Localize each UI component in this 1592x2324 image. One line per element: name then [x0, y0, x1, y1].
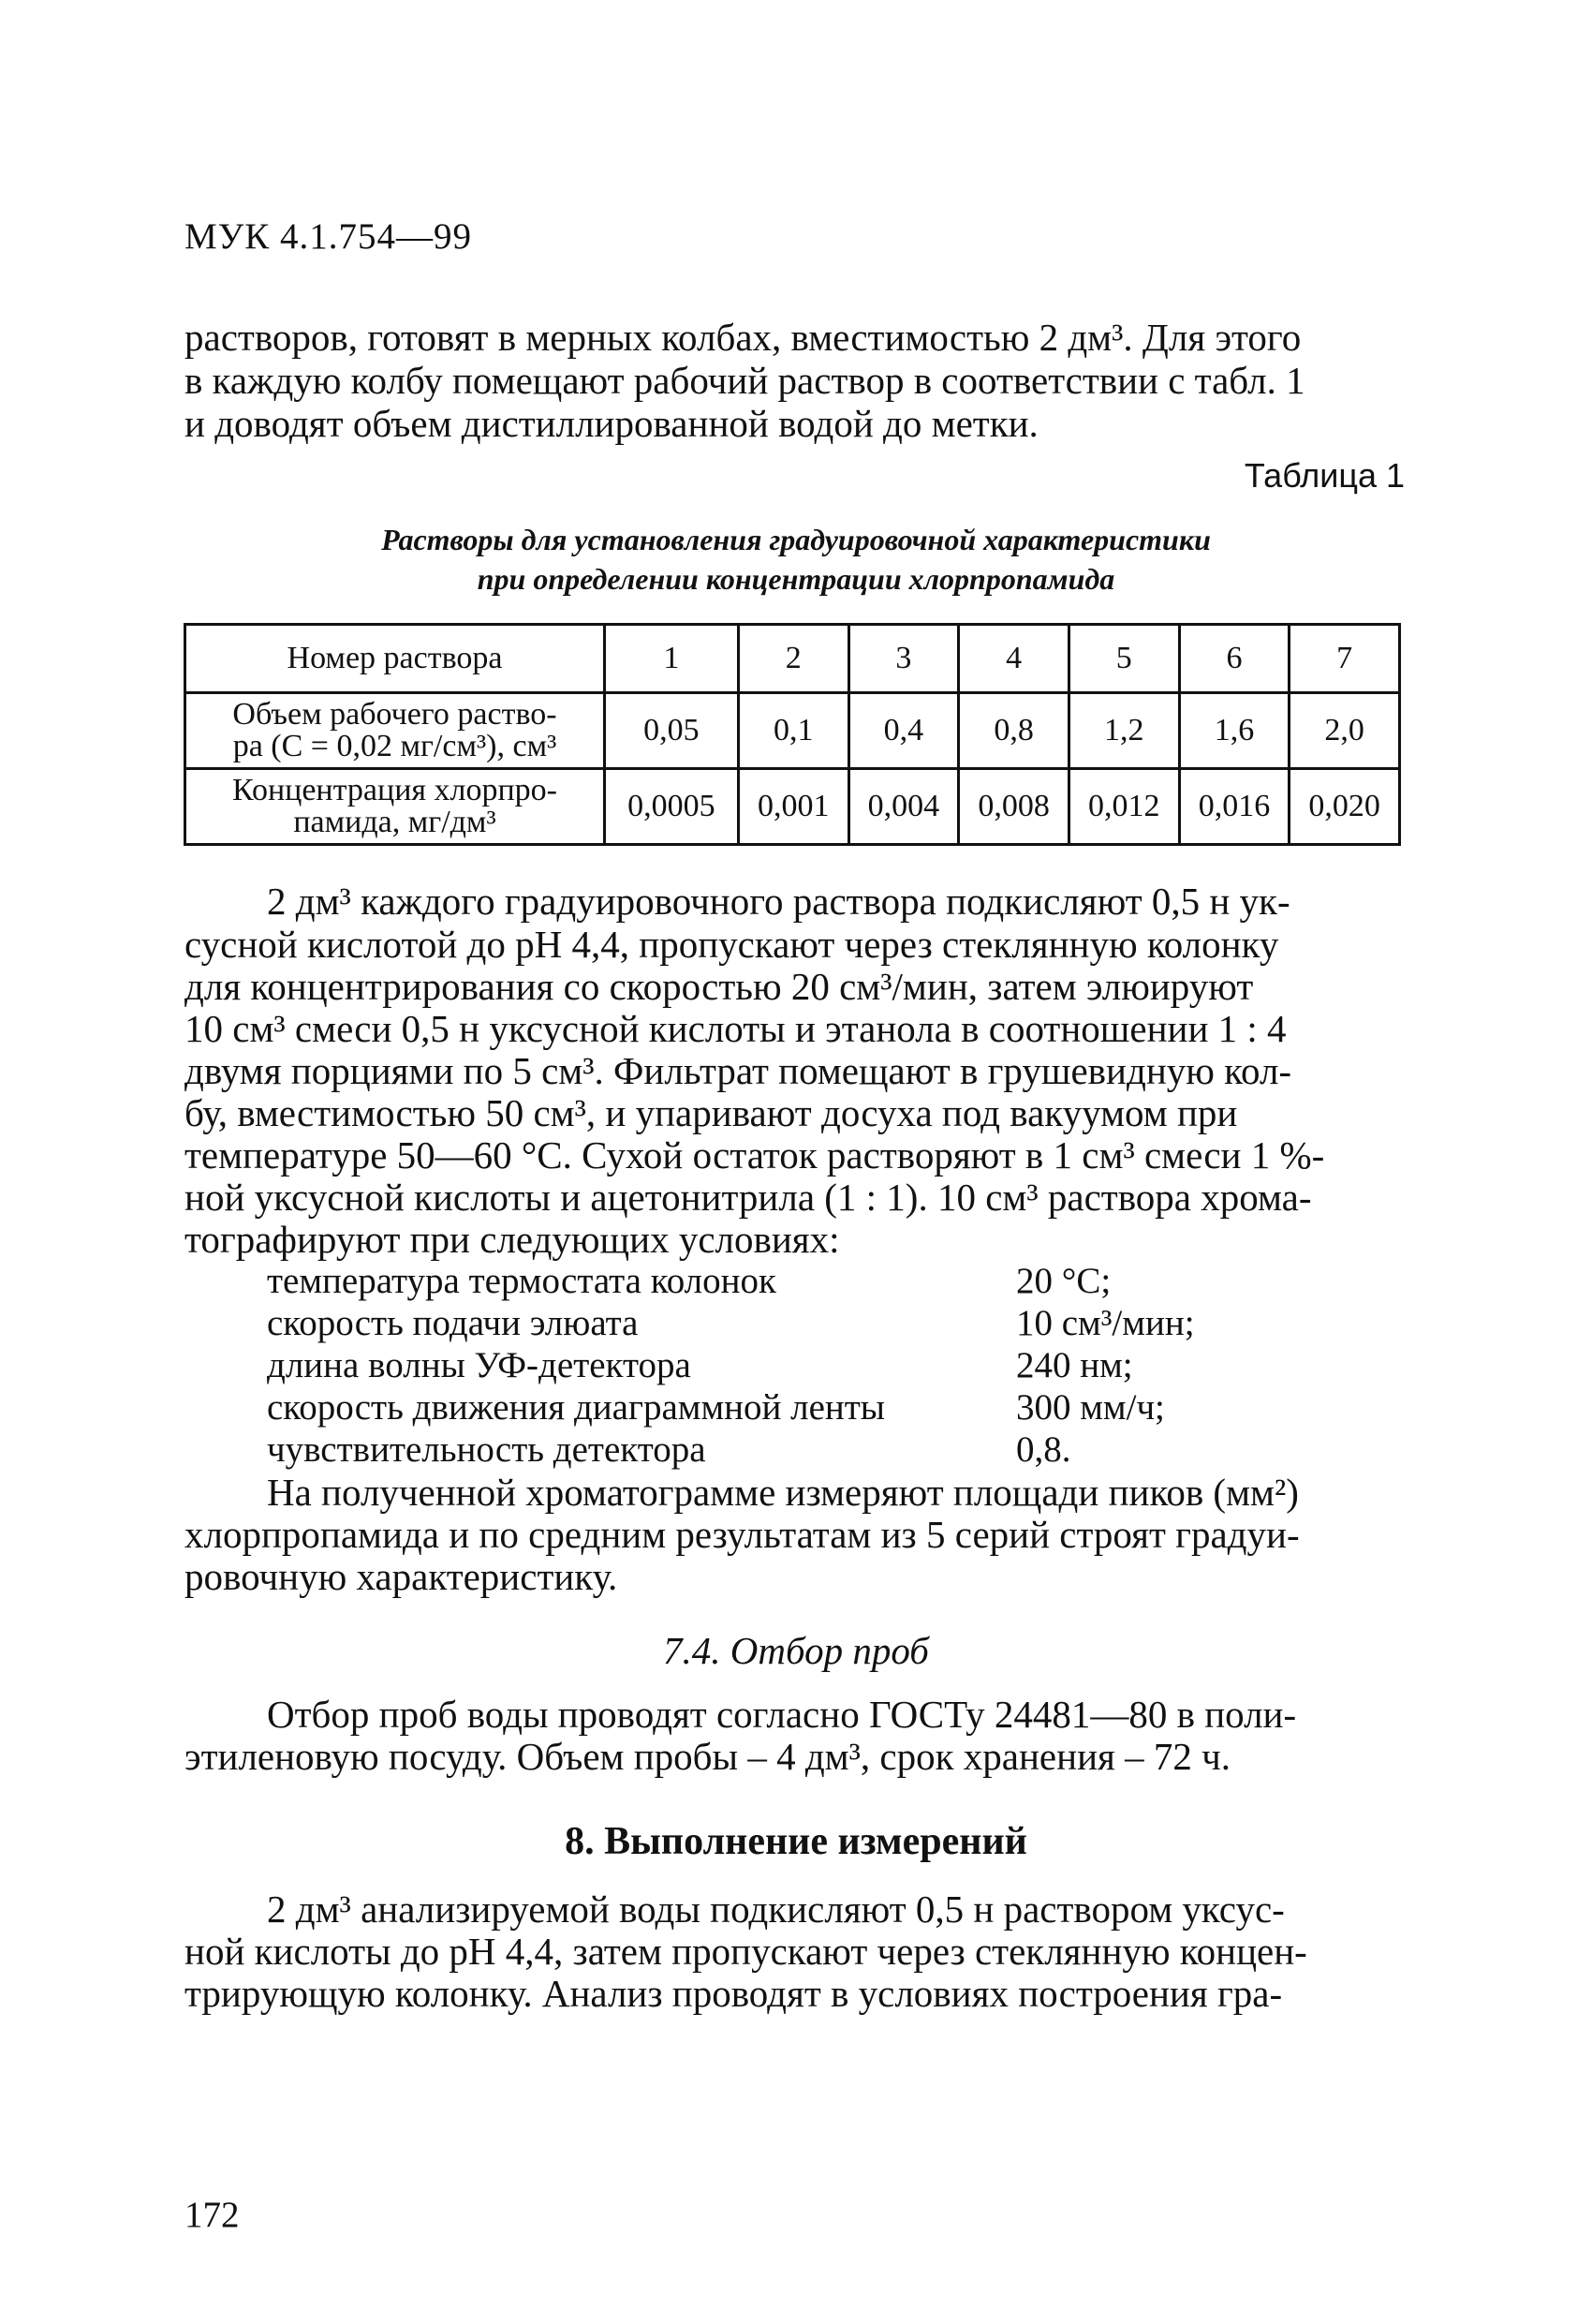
para1-line-5: двумя порциями по 5 см³. Фильтрат помещают в грушевидную кол- — [184, 1049, 1292, 1092]
volume-label-line-2: ра (С = 0,02 мг/см³), см³ — [232, 729, 557, 763]
condition-value: 300 мм/ч; — [1016, 1387, 1165, 1428]
table-concentration-cell: 0,020 — [1290, 769, 1400, 845]
table-caption-line-2: при определении концентрации хлорпропамида — [477, 562, 1115, 596]
para2-line-1: На полученной хроматограмме измеряют площади пиков (мм²) — [267, 1471, 1299, 1514]
condition-value: 20 °С; — [1016, 1261, 1112, 1301]
table-volume-cell: 0,4 — [848, 693, 959, 769]
table-concentration-cell: 0,0005 — [605, 769, 739, 845]
para4-line-1: 2 дм³ анализируемой воды подкисляют 0,5 н раствором уксус- — [267, 1887, 1285, 1931]
table-label: Таблица 1 — [1244, 456, 1405, 495]
condition-label: температура термостата колонок — [267, 1261, 776, 1301]
condition-label: чувствительность детектора — [267, 1429, 706, 1470]
table-concentration-label — [185, 769, 605, 845]
table-volume-label — [185, 693, 605, 769]
para1-line-7: температуре 50—60 °С. Сухой остаток растворяют в 1 см³ смеси 1 %- — [184, 1133, 1325, 1177]
table-volume-cell: 0,1 — [738, 693, 848, 769]
para1-line-1: 2 дм³ каждого градуировочного раствора подкисляют 0,5 н ук- — [267, 880, 1290, 923]
para1-line-6: бу, вместимостью 50 см³, и упаривают досуха под вакуумом при — [184, 1091, 1238, 1134]
table-number-cell: 4 — [959, 625, 1069, 693]
condition-label: длина волны УФ-детектора — [267, 1345, 691, 1385]
condition-value: 0,8. — [1016, 1429, 1071, 1470]
condition-label: скорость движения диаграммной ленты — [267, 1387, 886, 1428]
table-number-cell: 7 — [1290, 625, 1400, 693]
table-volume-cell: 2,0 — [1290, 693, 1400, 769]
table-concentration-cell: 0,012 — [1069, 769, 1179, 845]
table-concentration-row — [185, 769, 1400, 845]
table-number-cell: 1 — [605, 625, 739, 693]
intro-line-1: растворов, готовят в мерных колбах, вместимостью 2 дм³. Для этого — [184, 316, 1302, 359]
para1-line-4: 10 см³ смеси 0,5 н уксусной кислоты и этанола в соотношении 1 : 4 — [184, 1007, 1287, 1050]
condition-label: скорость подачи элюата — [267, 1303, 639, 1343]
table-concentration-cell: 0,008 — [959, 769, 1069, 845]
para1-line-2: сусной кислотой до рН 4,4, пропускают через стеклянную колонку — [184, 923, 1279, 966]
table-number-cell: 2 — [738, 625, 848, 693]
page-number: 172 — [184, 2195, 240, 2235]
para1-line-3: для концентрирования со скоростью 20 см³/мин, затем элюируют — [184, 965, 1254, 1008]
intro-line-2: в каждую колбу помещают рабочий раствор в соответствии с табл. 1 — [184, 359, 1305, 402]
table-concentration-cell: 0,016 — [1179, 769, 1290, 845]
concentration-label-line-2: памида, мг/дм³ — [293, 805, 496, 839]
para3-line-1: Отбор проб воды проводят согласно ГОСТу 24481—80 в поли- — [267, 1693, 1297, 1736]
table-number-cell: 5 — [1069, 625, 1179, 693]
para4-line-2: ной кислоты до рН 4,4, затем пропускают через стеклянную концен- — [184, 1930, 1307, 1973]
table-volume-cell: 0,8 — [959, 693, 1069, 769]
table-volume-row — [185, 693, 1400, 769]
para1-line-8: ной уксусной кислоты и ацетонитрила (1 : 1). 10 см³ раствора хрома- — [184, 1176, 1312, 1219]
para2-line-2: хлорпропамида и по средним результатам из 5 серий строят градуи- — [184, 1513, 1300, 1556]
table-concentration-cell: 0,004 — [848, 769, 959, 845]
volume-label-line-1: Объем рабочего раство- — [232, 697, 557, 732]
subsection-title: 7.4. Отбор проб — [663, 1629, 929, 1672]
intro-line-3: и доводят объем дистиллированной водой до метки. — [184, 402, 1039, 445]
table-volume-cell: 1,6 — [1179, 693, 1290, 769]
table-number-cell: 6 — [1179, 625, 1290, 693]
table-header-label: Номер раствора — [185, 625, 605, 693]
para4-line-3: трирующую колонку. Анализ проводят в условиях построения гра- — [184, 1972, 1283, 2015]
table-caption-line-1: Растворы для установления градуировочной характеристики — [381, 523, 1211, 556]
document-header: МУК 4.1.754—99 — [184, 216, 473, 257]
table-volume-cell: 1,2 — [1069, 693, 1179, 769]
table-concentration-cell: 0,001 — [738, 769, 848, 845]
para1-line-9: тографируют при следующих условиях: — [184, 1218, 840, 1261]
table-number-cell: 3 — [848, 625, 959, 693]
condition-value: 10 см³/мин; — [1016, 1303, 1195, 1343]
concentration-label-line-1: Концентрация хлорпро- — [231, 773, 558, 807]
para3-line-2: этиленовую посуду. Объем пробы – 4 дм³, срок хранения – 72 ч. — [184, 1735, 1231, 1778]
calibration-table — [184, 623, 1401, 846]
section-title: 8. Выполнение измерений — [565, 1820, 1027, 1863]
table-header-row — [185, 625, 1400, 693]
para2-line-3: ровочную характеристику. — [184, 1555, 618, 1598]
table-volume-cell: 0,05 — [605, 693, 739, 769]
condition-value: 240 нм; — [1016, 1345, 1133, 1385]
